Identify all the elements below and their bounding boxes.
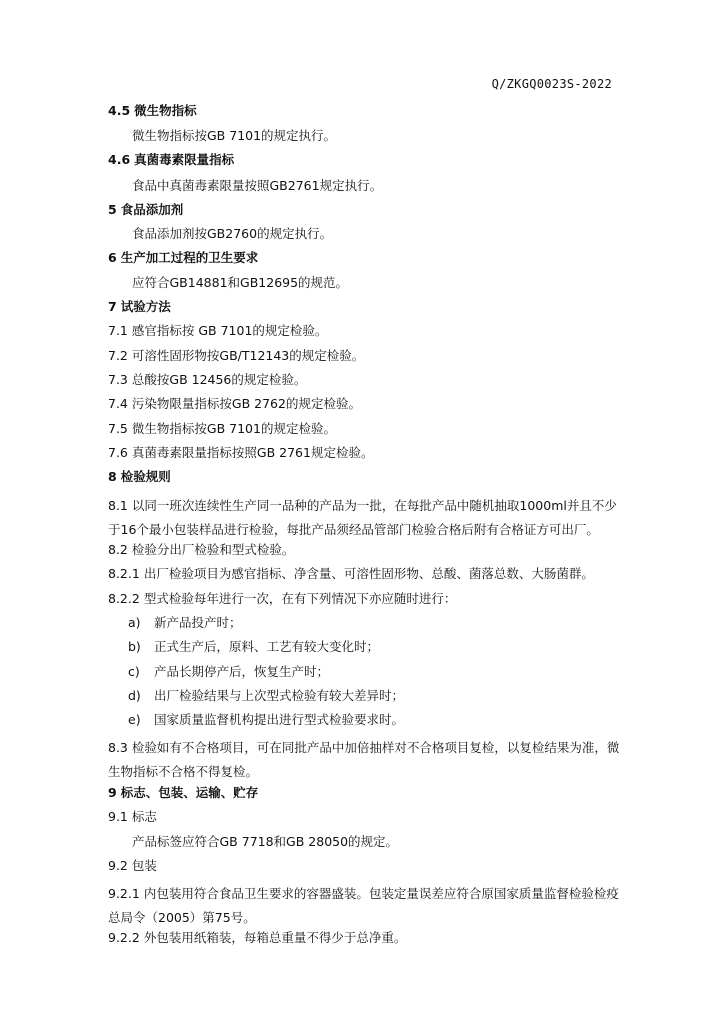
document-line bbox=[108, 152, 624, 168]
document-line bbox=[108, 348, 624, 364]
line-text: 微生物指标按GB 7101的规定检验。 bbox=[131, 421, 336, 436]
section-number: 7.6 bbox=[108, 445, 128, 460]
line-text: 真菌毒素限量指标 bbox=[134, 152, 235, 167]
section-number: 9 bbox=[108, 785, 117, 800]
section-number: 5 bbox=[108, 202, 117, 217]
line-text: 微生物指标 bbox=[134, 103, 197, 118]
line-text: 检验分出厂检验和型式检验。 bbox=[131, 542, 295, 557]
document-line bbox=[108, 785, 624, 801]
section-number: e) bbox=[128, 712, 141, 727]
line-text: 外包装用纸箱装，每箱总重量不得少于总净重。 bbox=[143, 930, 407, 945]
line-text: 食品添加剂按GB2760的规定执行。 bbox=[132, 226, 333, 241]
line-text: 以同一班次连续性生产同一品种的产品为一批，在每批产品中随机抽取1000ml并且不少于16个最小包装样品进行检验，每批产品须经品管部门检验合格后附有合格证方可出厂。 bbox=[108, 498, 617, 537]
document-line bbox=[108, 103, 624, 119]
section-number: 8.3 bbox=[108, 740, 128, 755]
document-line bbox=[128, 615, 644, 631]
section-number: 9.2 bbox=[108, 858, 128, 873]
section-number: 7.4 bbox=[108, 396, 128, 411]
document-line bbox=[108, 323, 624, 339]
document-line bbox=[108, 445, 624, 461]
line-text: 感官指标按 GB 7101的规定检验。 bbox=[131, 323, 328, 338]
section-number: d) bbox=[128, 688, 141, 703]
line-text: 产品长期停产后，恢复生产时； bbox=[154, 664, 330, 679]
line-text: 出厂检验结果与上次型式检验有较大差异时； bbox=[154, 688, 405, 703]
section-number: 4.6 bbox=[108, 152, 131, 167]
document-line bbox=[108, 469, 624, 485]
line-text: 产品标签应符合GB 7718和GB 28050的规定。 bbox=[132, 834, 399, 849]
section-number: 7 bbox=[108, 299, 117, 314]
line-text: 总酸按GB 12456的规定检验。 bbox=[131, 372, 307, 387]
section-number: c) bbox=[128, 664, 140, 679]
document-line bbox=[108, 372, 624, 388]
section-number: 9.1 bbox=[108, 809, 128, 824]
line-text: 检验如有不合格项目，可在同批产品中加倍抽样对不合格项目复检，以复检结果为准，微生物指标不合格不得复检。 bbox=[108, 740, 620, 779]
document-line bbox=[108, 542, 624, 558]
section-number: 4.5 bbox=[108, 103, 131, 118]
line-text: 型式检验每年进行一次，在有下列情况下亦应随时进行： bbox=[143, 591, 457, 606]
line-text: 出厂检验项目为感官指标、净含量、可溶性固形物、总酸、菌落总数、大肠菌群。 bbox=[143, 566, 594, 581]
line-text: 食品添加剂 bbox=[120, 202, 184, 217]
document-line bbox=[108, 202, 624, 218]
document-line bbox=[128, 664, 644, 680]
line-text: 正式生产后，原料、工艺有较大变化时； bbox=[154, 639, 380, 654]
section-number: 7.2 bbox=[108, 348, 128, 363]
section-number: 8.1 bbox=[108, 498, 128, 513]
section-number: b) bbox=[128, 639, 141, 654]
document-line bbox=[108, 858, 624, 874]
section-number: 7.5 bbox=[108, 421, 128, 436]
section-number: 9.2.1 bbox=[108, 886, 140, 901]
line-text: 新产品投产时； bbox=[154, 615, 242, 630]
line-text: 国家质量监督机构提出进行型式检验要求时。 bbox=[154, 712, 405, 727]
line-text: 真菌毒素限量指标按照GB 2761规定检验。 bbox=[131, 445, 374, 460]
document-line bbox=[108, 882, 624, 930]
line-text: 标志 bbox=[131, 809, 157, 824]
section-number: a) bbox=[128, 615, 141, 630]
section-number: 8 bbox=[108, 469, 117, 484]
section-number: 8.2.1 bbox=[108, 566, 140, 581]
document-line bbox=[132, 275, 648, 291]
document-line bbox=[108, 250, 624, 266]
document-line bbox=[108, 591, 624, 607]
document-line bbox=[132, 178, 648, 194]
line-text: 污染物限量指标按GB 2762的规定检验。 bbox=[131, 396, 361, 411]
document-code: Q/ZKGQ0023S-2022 bbox=[491, 77, 612, 91]
document-line bbox=[108, 809, 624, 825]
document-line bbox=[108, 736, 624, 784]
section-number: 8.2 bbox=[108, 542, 128, 557]
line-text: 试验方法 bbox=[120, 299, 171, 314]
line-text: 包装 bbox=[131, 858, 157, 873]
line-text: 内包装用符合食品卫生要求的容器盛装。包装定量误差应符合原国家质量监督检验检疫总局令（2005）第75号。 bbox=[108, 886, 619, 925]
document-line bbox=[108, 421, 624, 437]
line-text: 食品中真菌毒素限量按照GB2761规定执行。 bbox=[132, 178, 383, 193]
document-line bbox=[108, 494, 624, 542]
line-text: 微生物指标按GB 7101的规定执行。 bbox=[132, 128, 337, 143]
section-number: 9.2.2 bbox=[108, 930, 140, 945]
document-line bbox=[132, 128, 648, 144]
document-line bbox=[108, 930, 624, 946]
document-line bbox=[108, 396, 624, 412]
line-text: 检验规则 bbox=[120, 469, 171, 484]
document-line bbox=[132, 226, 648, 242]
section-number: 6 bbox=[108, 250, 117, 265]
section-number: 7.1 bbox=[108, 323, 128, 338]
document-line bbox=[108, 566, 624, 582]
line-text: 应符合GB14881和GB12695的规范。 bbox=[132, 275, 349, 290]
section-number: 7.3 bbox=[108, 372, 128, 387]
document-line bbox=[128, 688, 644, 704]
line-text: 生产加工过程的卫生要求 bbox=[120, 250, 259, 265]
section-number: 8.2.2 bbox=[108, 591, 140, 606]
line-text: 标志、包装、运输、贮存 bbox=[120, 785, 259, 800]
document-line bbox=[128, 712, 644, 728]
document-line bbox=[108, 299, 624, 315]
line-text: 可溶性固形物按GB/T12143的规定检验。 bbox=[131, 348, 365, 363]
document-line bbox=[132, 834, 648, 850]
document-line bbox=[128, 639, 644, 655]
